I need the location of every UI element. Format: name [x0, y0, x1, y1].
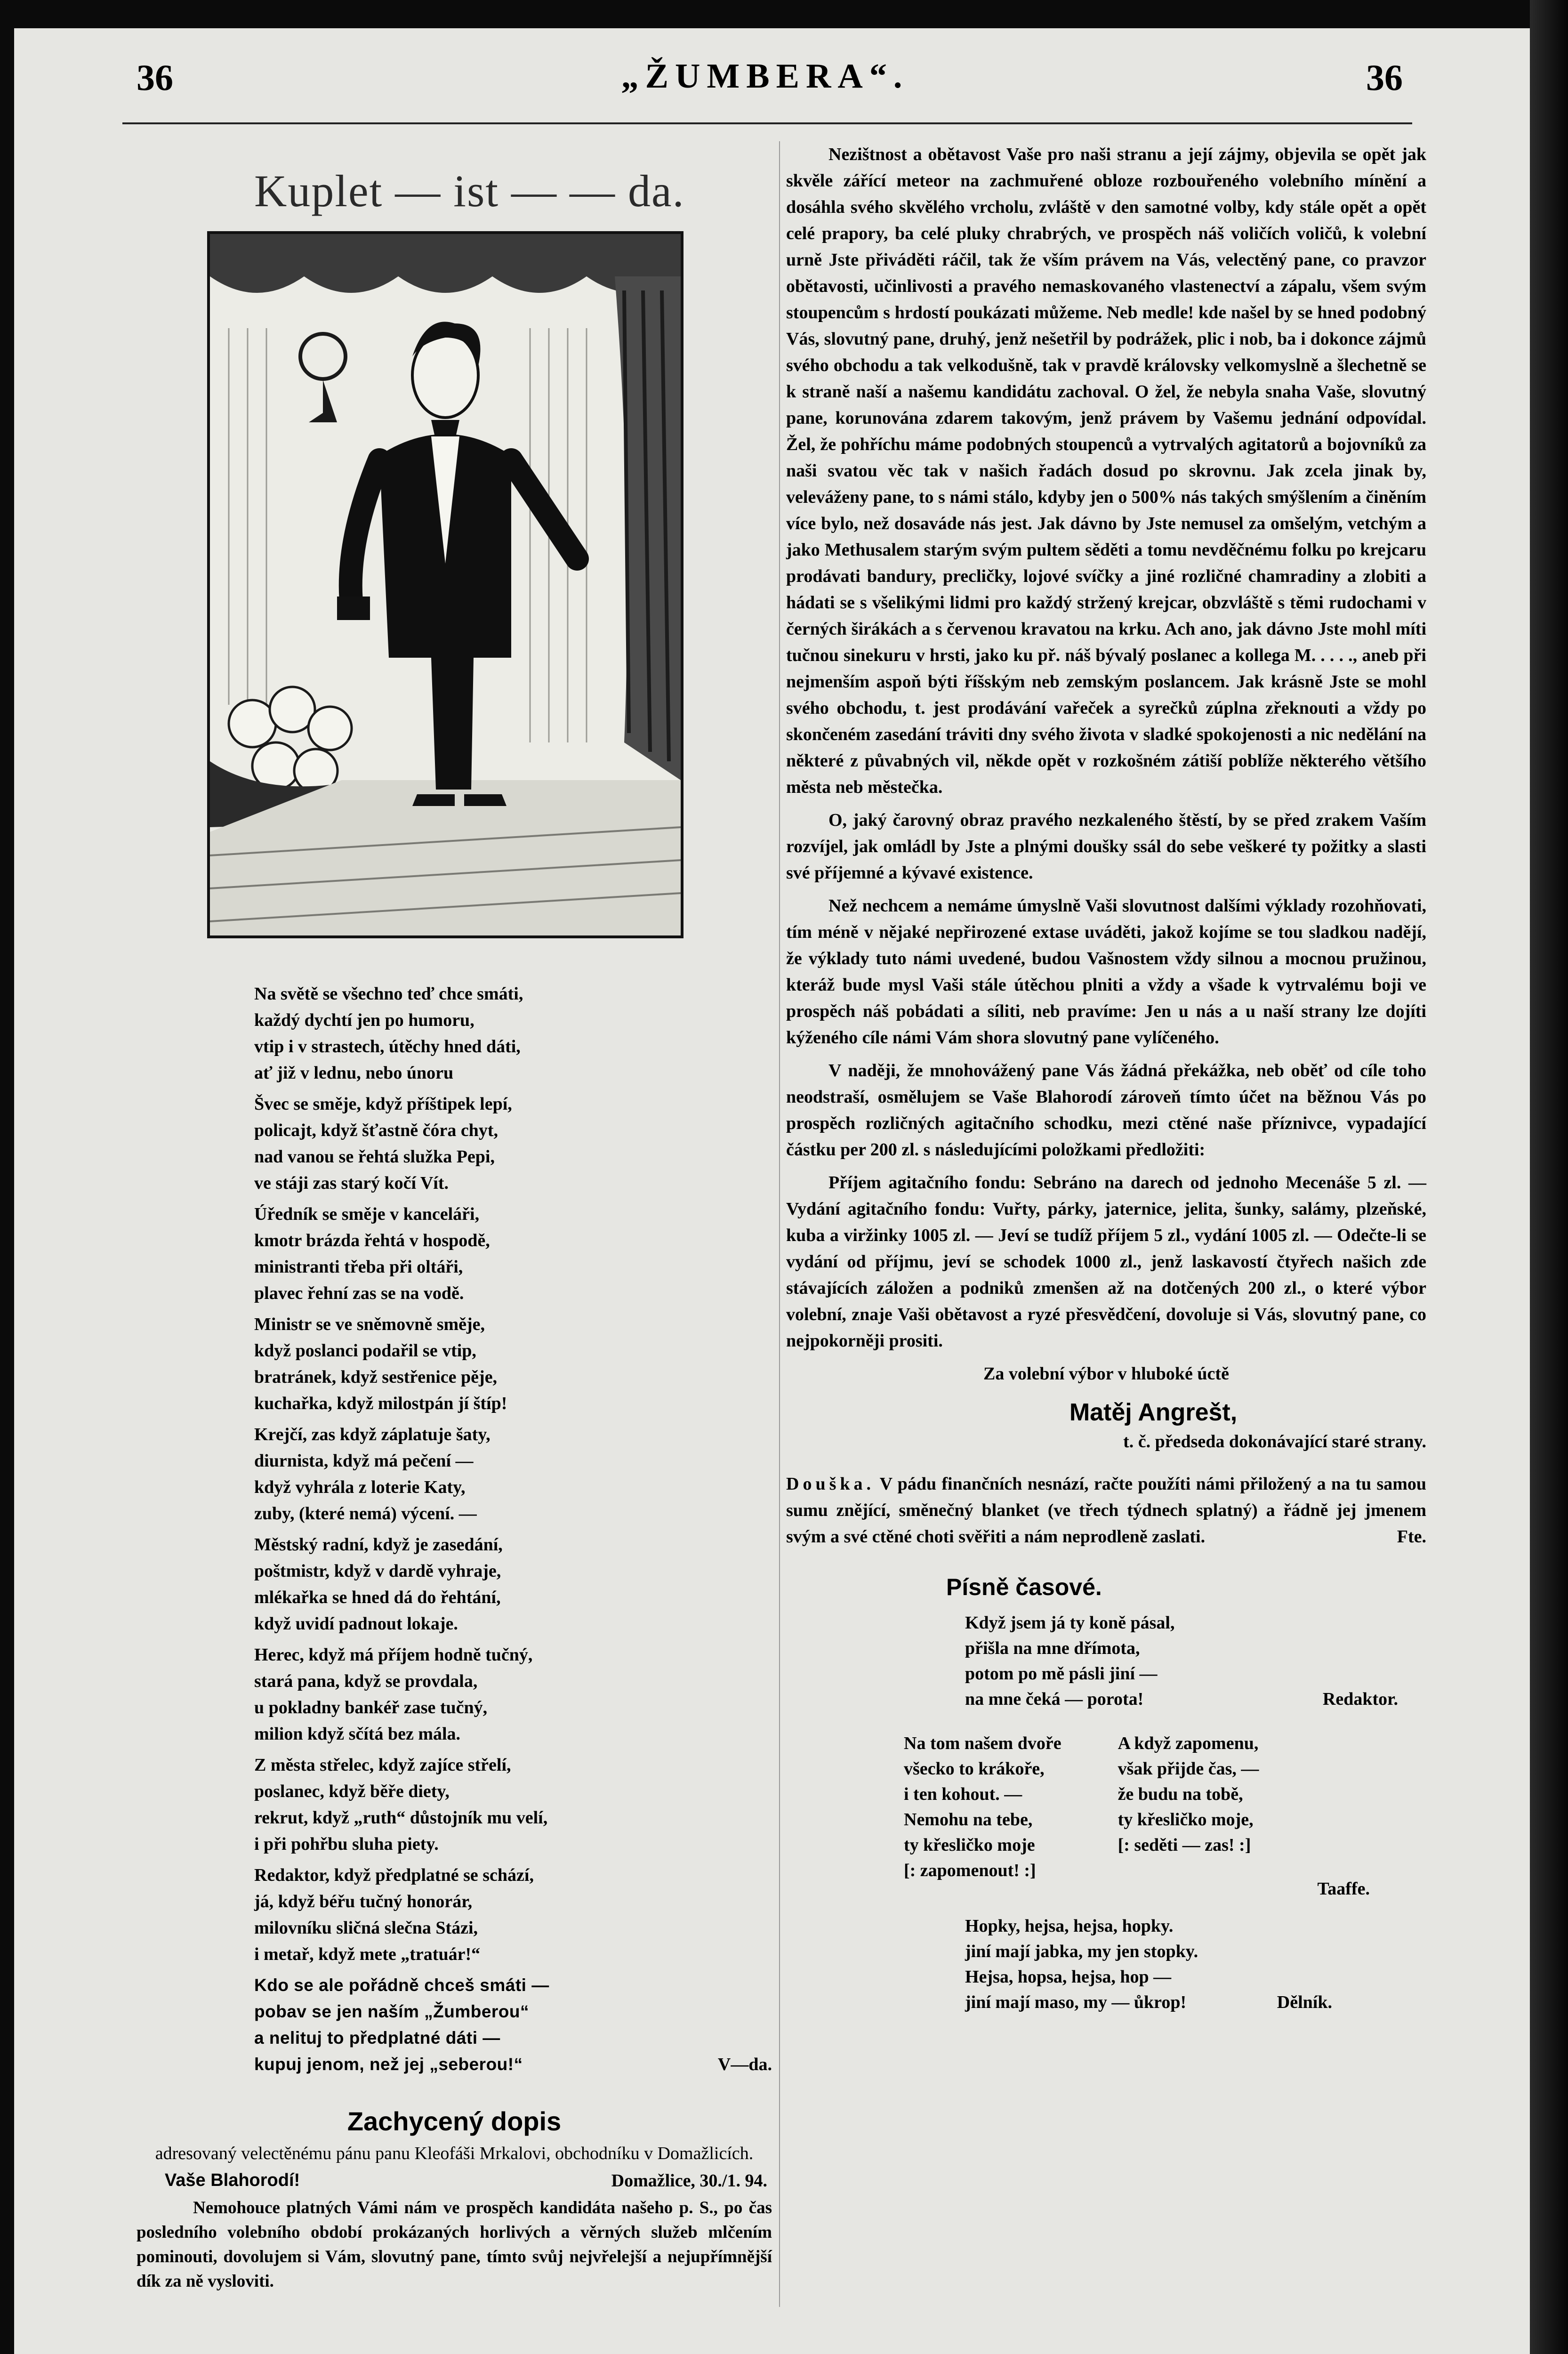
poem-line: Kdo se ale pořádně chceš smáti — [254, 1975, 549, 1995]
song-line: i ten kohout. — [904, 1784, 1022, 1804]
poem-line: každý dychtí jen po humoru, [254, 1010, 474, 1030]
song-line: potom po mě pásli jiní — [965, 1664, 1158, 1684]
poem-line: zuby, (které nemá) výcení. — [254, 1504, 477, 1524]
song-line: [: zapomenout! :] [904, 1861, 1036, 1880]
stanza [254, 981, 772, 1086]
poem-line: ať již v lednu, nebo únoru [254, 1063, 454, 1083]
poem-line: nad vanou se řehtá služka Pepi, [254, 1147, 495, 1167]
poem-line: Úředník se směje v kanceláři, [254, 1204, 480, 1224]
song-line: však přijde čas, — [1118, 1759, 1259, 1779]
closing-stanza [254, 1972, 772, 2078]
poem-line: Krejčí, zas když záplatuje šaty, [254, 1425, 491, 1444]
song-one [786, 1610, 1426, 1712]
poem-line: u pokladny bankéř zase tučný, [254, 1698, 488, 1717]
pisne-title: Písně časové. [946, 1574, 1102, 1600]
song-line: ty křesličko moje [904, 1835, 1035, 1855]
song-line: všecko to krákoře, [904, 1759, 1045, 1779]
song-line: Hejsa, hopsa, hejsa, hop — [965, 1967, 1172, 1987]
poem-line: Herec, když má příjem hodně tučný, [254, 1645, 533, 1665]
poem-line: kmotr brázda řehtá v hospodě, [254, 1231, 490, 1250]
song-last-row [965, 1686, 1398, 1712]
poem-line: diurnista, když má pečení — [254, 1451, 474, 1471]
right-column [786, 141, 1426, 2015]
song-line: [: seděti — zas! :] [1118, 1835, 1251, 1855]
poem-line: já, když béřu tučný honorár, [254, 1892, 473, 1911]
poem-line: bratránek, když sestřenice pěje, [254, 1367, 498, 1387]
song-line: ty křesličko moje, [1118, 1810, 1254, 1830]
song-last-row [965, 1990, 1332, 2015]
poem-line: Redaktor, když předplatné se schází, [254, 1865, 534, 1885]
kuplet-title: Kuplet — ist — — da. [254, 166, 685, 216]
column-divider [779, 141, 780, 2307]
letter-paragraph: O, jaký čarovný obraz pravého nezkaleného štěstí, by se před zrakem Vaším rozvíjel, jak omládl by Jste a plnými doušky ssál do sebe veškeré ty požitky a slasti své příjemné a kývavé existence. [786, 810, 1426, 883]
poem-line: Z města střelec, když zajíce střelí, [254, 1755, 511, 1775]
poem-signature: V—da. [717, 2055, 772, 2074]
zachyceny-body: Nemohouce platných Vámi nám ve prospěch kandidáta našeho p. S., po čas posledního volebního období prokázaných horlivých a věrných služeb mlčením pominouti, dovolujem si Vám, slovutný pane, tímto svůj nejvřelejší a nejupřímnější dík za ně vysloviti. [137, 2198, 772, 2291]
zachyceny-salute: Vaše Blahorodí! [165, 2170, 300, 2190]
poem-line: mlékařka se hned dá do řehtání, [254, 1588, 501, 1607]
letter-closing: Za volební výbor v hluboké úctě [983, 1364, 1229, 1384]
header-rule [122, 122, 1412, 124]
page-number-left: 36 [137, 57, 173, 98]
stanza [254, 1532, 772, 1637]
song-two-right [1118, 1731, 1259, 1883]
poem-line: a nelituj to předplatné dáti — [254, 2028, 500, 2048]
singer-on-stage-illustration [207, 231, 683, 938]
poem-line: milion když sčítá bez mála. [254, 1724, 461, 1744]
song-line: že budu na tobě, [1118, 1784, 1243, 1804]
douska [786, 1471, 1426, 1550]
journal-title: „ŽUMBERA“. [621, 57, 909, 96]
letter-paragraph: Příjem agitačního fondu: Sebráno na darech od jednoho Mecenáše 5 zl. — Vydání agitačního fondu: Vuřty, párky, jaternice, jelita, šunky, salámy, plzeňské, kuba a viržinky 1005 zl. — Jeví se tudíž příjem 5 zl., vydání 1005 zl. — Odečte-li se vydání od příjmu, jeví se schodek 1000 zl., jenž laskavostí čtyřech našich zde stávajících záložen a podniků zmenšen až na dotčených 200 zl., o které výbor volební, znaje Vaši obětavost a ryzé přesvědčení, dovoluje si Vás, slovutný pane, co nejpokorněji prositi. [786, 1173, 1426, 1351]
song-two [904, 1731, 1426, 1883]
stanza [254, 1642, 772, 1747]
scan-edge [1530, 0, 1568, 2354]
song-three [965, 1913, 1426, 2015]
song-two-left [904, 1731, 1061, 1883]
zachyceny-place-date: Domažlice, 30./1. 94. [611, 2171, 767, 2191]
poem-line: Na světě se všechno teď chce smáti, [254, 984, 523, 1004]
douska-signature: Fte. [1397, 1527, 1426, 1547]
song-author: Taaffe. [1317, 1879, 1370, 1899]
song-line: Když jsem já ty koně pásal, [965, 1613, 1175, 1633]
poem-line: když poslanci podařil se vtip, [254, 1341, 476, 1361]
page-number-right: 36 [1366, 57, 1403, 98]
poem-line: i metař, když mete „tratuár!“ [254, 1944, 481, 1964]
poem-line: když vyhrála z loterie Katy, [254, 1477, 466, 1497]
song-line: Na tom našem dvoře [904, 1733, 1061, 1753]
douska-lead: Douška. [786, 1474, 875, 1494]
poem-line: vtip i v strastech, útěchy hned dáti, [254, 1037, 521, 1056]
poem-line: i při pohřbu sluha piety. [254, 1834, 439, 1854]
letter-signer-role: t. č. předseda dokonávající staré strany. [1123, 1432, 1426, 1451]
stanza [254, 1091, 772, 1196]
song-line: přišla na mne dřímota, [965, 1638, 1140, 1658]
letter-paragraph: V naději, že mnohovážený pane Vás žádná překážka, neb oběť od cíle toho neodstraší, osmělujem se Vaše Blahorodí zároveň tímto účet na běžnou Vás po prospěch rozličných agitačního schodku, mezi ctěné naše příznivce, vypadající částku per 200 zl. s následujícími položkami předložiti: [786, 1061, 1426, 1160]
poem-line: poslanec, když běře diety, [254, 1782, 450, 1801]
poem-line: milovníku sličná slečna Stázi, [254, 1918, 478, 1938]
song-line: A když zapomenu, [1118, 1733, 1259, 1753]
poem-line: Městský radní, když je zasedání, [254, 1535, 503, 1555]
letter-paragraph: Nezištnost a obětavost Vaše pro naši stranu a její zájmy, objevila se opět jak skvěle zářící meteor na zachmuřené obloze rozbouřeného volebního mínění a dosáhla svého skvělého vrcholu, zvláště v den samotné volby, kdy stále opět a opět celé prapory, ba celé pluky chrabrých, ve prospěch náš voličích voličů, k volební urně Jste přiváděti ráčil, tak že vším právem na Vás, velectěný pane, co pravzor obětavosti, učinlivosti a pravého nemaskovaného vlastenectví a zápalu, všem svým stoupencům s hrdostí poukázati můžeme. Neb medle! kde našel by se hned podobný Vás, slovutný pane, druhý, jenž nešetřil by podrážek, plic i nob, ba i dokonce zájmů svého obchodu a tak velkodušně, tak v pravdě královsky velkomyslně a šlechetně se k straně naší a našemu kandidátu zachoval. O žel, že nebyla snaha Vaše, slovutný pane, korunována zdarem takovým, jenž právem by Vašemu jednání odpovídal. Žel, že pohříchu máme podobných stoupenců a vytrvalých agitatorů a bojovníků za naši svatou věc tak v našich řadách dosud po skrovnu. Jak zcela jinak by, veleváženy pane, to s námi stálo, kdyby jen o 500% nás takých smýšlením a činěním více bylo, než dosaváde nás jest. Jak dávno by Jste nemusel za omšelým, vetchým a jako Methusalem starým svým pultem sěděti a tomu nevděčnému folku po krejcaru prodávati bandury, precličky, lojové svíčky a jiné rozličné chamradiny a zlobiti a hádati se s všelikými lidmi pro každý stržený krejcar, obzvláště s těmi rudochami v černých širákách a s červenou kravatou na krku. Ach ano, jak dávno Jste mohl míti tučnou sinekuru v hrsti, jako ku př. náš bývalý poslanec a kollega M. . . . ., aneb při nejmenším aspoň býti říšským neb zemským poslancem. Jak krásně Jste se mohl svého obchodu, t. jest prodávání vařeček a syrečků zúplna zřeknouti a vždy po skončeném zasedání tráviti dny svého života v sladké spokojenosti a nic nedělání na některé z půvabných vil, někde opět v rozkošném zátiší poblíže některého většího města neb městečka. [786, 145, 1426, 797]
poem-line: kupuj jenom, než jej „seberou!“ [254, 2055, 523, 2074]
poem-line: když uvidí padnout lokaje. [254, 1614, 458, 1634]
poem-line: kuchařka, když milostpán jí štíp! [254, 1394, 507, 1413]
left-column [137, 141, 772, 2294]
song-line: na mne čeká — porota! [965, 1689, 1144, 1709]
poem-line: policajt, když šťastně čóra chyt, [254, 1121, 498, 1140]
poem-last-row [254, 2051, 772, 2078]
poem-line: rekrut, když „ruth“ důstojník mu velí, [254, 1808, 548, 1828]
poem-line: ve stáji zas starý kočí Vít. [254, 1173, 449, 1193]
poem-line: plavec řehní zas se na vodě. [254, 1283, 464, 1303]
poem-line: Švec se směje, když příštipek lepí, [254, 1094, 512, 1114]
poem-line: stará pana, když se provdala, [254, 1671, 478, 1691]
poem-line: ministranti třeba při oltáři, [254, 1257, 463, 1277]
song-line: jiní mají jabka, my jen stopky. [965, 1942, 1198, 1961]
song-author: Redaktor. [1322, 1689, 1398, 1709]
zachyceny-salutation-row [165, 2170, 767, 2191]
douska-text: V pádu finančních nesnází, račte použíti námi přiložený a na tu samou sumu znějící, směnečný blanket (ve třech týdnech splatný) a řádně jej jmenem svým a své ctěné choti svěřiti a nám neprodleně zaslati. [786, 1474, 1426, 1547]
stanza [254, 1862, 772, 1967]
letter-paragraph: Než nechcem a nemáme úmyslně Vaši slovutnost dalšími výklady rozohňovati, tím méně v nějaké nepřirozené extase uváděti, jakož kojíme se tou sladkou nadějí, že výklady tuto námi uvedené, budou Vašnostem vždy silnou a mocnou pružinou, kteráž bude mysl Vaši stále útěchou plniti a vždy a všade k vytrvalému boji ve prospěch náš pobádati a síliti, neb pravíme: Jen u nás a u naší strany lze dojíti kýženého cíle námi Vám shora slovutný pane vylíčeného. [786, 896, 1426, 1048]
running-header [108, 56, 1422, 118]
song-line: jiní mají maso, my — ůkrop! [965, 1992, 1187, 2012]
song-line: Nemohu na tebe, [904, 1810, 1033, 1830]
stanza [254, 1421, 772, 1527]
engraving [210, 234, 681, 935]
poem-line: poštmistr, když v dardě vyhraje, [254, 1561, 501, 1581]
zachyceny-title: Zachycený dopis [347, 2106, 562, 2136]
stanza [254, 1311, 772, 1417]
stanza [254, 1201, 772, 1306]
poem-line: Ministr se ve sněmovně směje, [254, 1314, 485, 1334]
kuplet-poem [254, 981, 772, 2078]
zachyceny-address: adresovaný velectěnému pánu panu Kleofáši Mrkalovi, obchodníku v Domažlicích. [155, 2144, 754, 2163]
letter-signer: Matěj Angrešt, [1069, 1399, 1238, 1426]
stanza [254, 1752, 772, 1857]
poem-line: pobav se jen naším „Žumberou“ [254, 2002, 530, 2021]
song-author: Dělník. [1277, 1992, 1332, 2012]
song-line: Hopky, hejsa, hejsa, hopky. [965, 1916, 1174, 1936]
